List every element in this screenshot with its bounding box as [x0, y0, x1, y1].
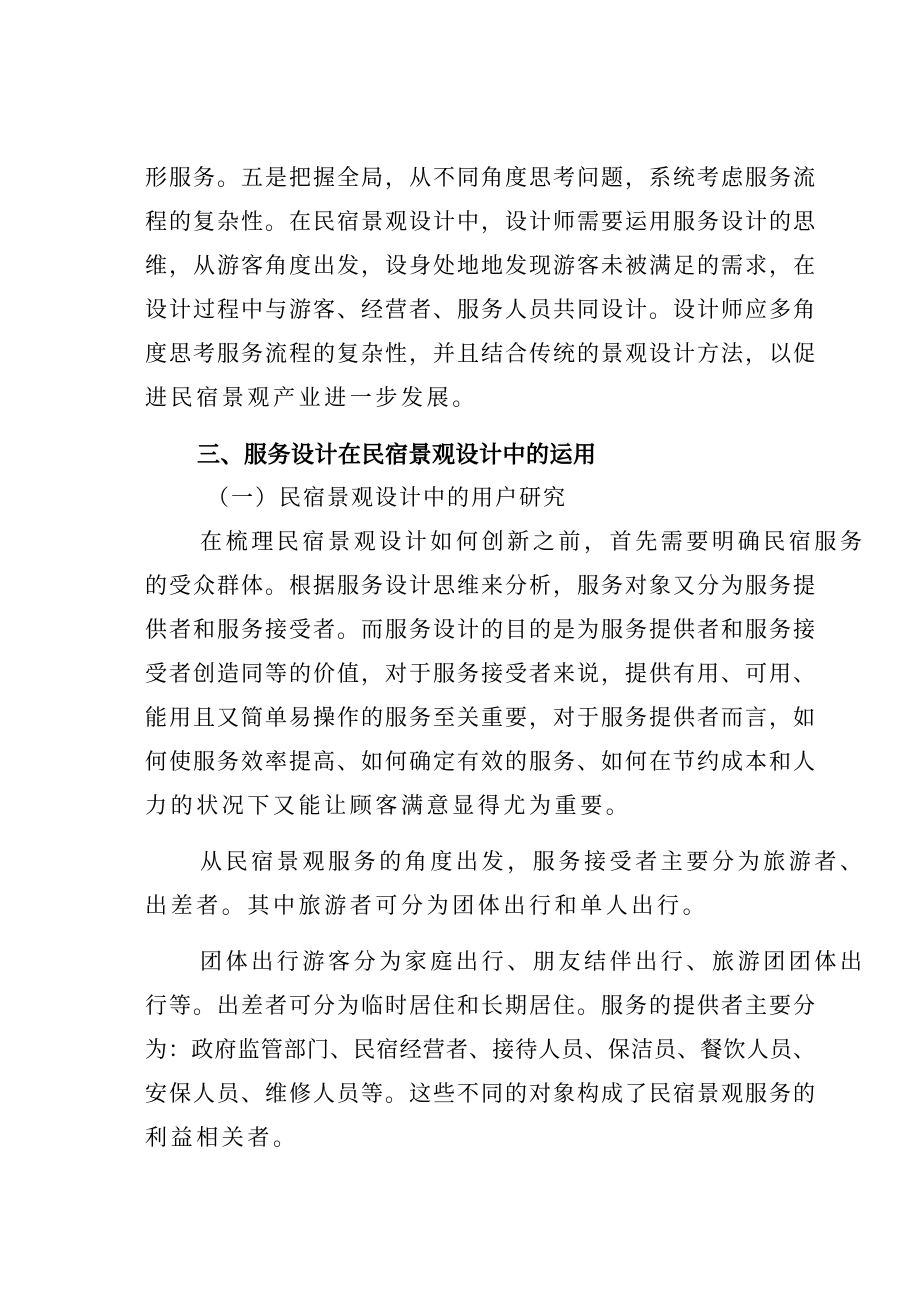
spacer [145, 421, 815, 433]
section-heading: 三、服务设计在民宿景观设计中的运用 [197, 442, 597, 468]
paragraph-line: 受者创造同等的价值，对于服务接受者来说，提供有用、可用、 [145, 662, 815, 687]
paragraph-line: 形服务。五是把握全局，从不同角度思考问题，系统考虑服务流 [145, 166, 815, 191]
paragraph-line: 团体出行游客分为家庭出行、朋友结伴出行、旅游团团体出 [200, 950, 866, 975]
paragraph-line: 在梳理民宿景观设计如何创新之前，首先需要明确民宿服务 [200, 530, 866, 555]
paragraph-2 [145, 521, 866, 829]
subsection-heading: （一）民宿景观设计中的用户研究 [207, 486, 568, 511]
paragraph-line: 安保人员、维修人员等。这些不同的对象构成了民宿景观服务的 [145, 1082, 815, 1107]
paragraph-line: 利益相关者。 [145, 1126, 299, 1151]
paragraph-line: 维，从游客角度出发，设身处地地发现游客未被满足的需求，在 [145, 254, 815, 279]
paragraph-line: 何使服务效率提高、如何确定有效的服务、如何在节约成本和人 [145, 750, 815, 775]
paragraph-line: 的受众群体。根据服务设计思维来分析，服务对象又分为服务提 [145, 574, 815, 599]
paragraph-line: 度思考服务流程的复杂性，并且结合传统的景观设计方法，以促 [145, 342, 815, 367]
paragraph-line: 设计过程中与游客、经营者、服务人员共同设计。设计师应多角 [145, 298, 815, 323]
paragraph-3 [145, 841, 866, 929]
paragraph-1 [145, 157, 815, 421]
paragraph-line: 力的状况下又能让顾客满意显得尤为重要。 [145, 794, 632, 819]
spacer [145, 929, 815, 941]
paragraph-line: 为：政府监管部门、民宿经营者、接待人员、保洁员、餐饮人员、 [145, 1038, 815, 1063]
paragraph-line: 供者和服务接受者。而服务设计的目的是为服务提供者和服务接 [145, 618, 815, 643]
document-body [145, 157, 866, 1161]
paragraph-line: 行等。出差者可分为临时居住和长期居住。服务的提供者主要分 [145, 994, 815, 1019]
paragraph-line: 出差者。其中旅游者可分为团体出行和单人出行。 [145, 894, 709, 919]
paragraph-line: 能用且又简单易操作的服务至关重要，对于服务提供者而言，如 [145, 706, 815, 731]
paragraph-line: 程的复杂性。在民宿景观设计中，设计师需要运用服务设计的思 [145, 210, 815, 235]
paragraph-line: 进民宿景观产业进一步发展。 [145, 386, 478, 411]
paragraph-4 [145, 941, 866, 1161]
paragraph-line: 从民宿景观服务的角度出发，服务接受者主要分为旅游者、 [200, 850, 866, 875]
spacer [145, 829, 815, 841]
